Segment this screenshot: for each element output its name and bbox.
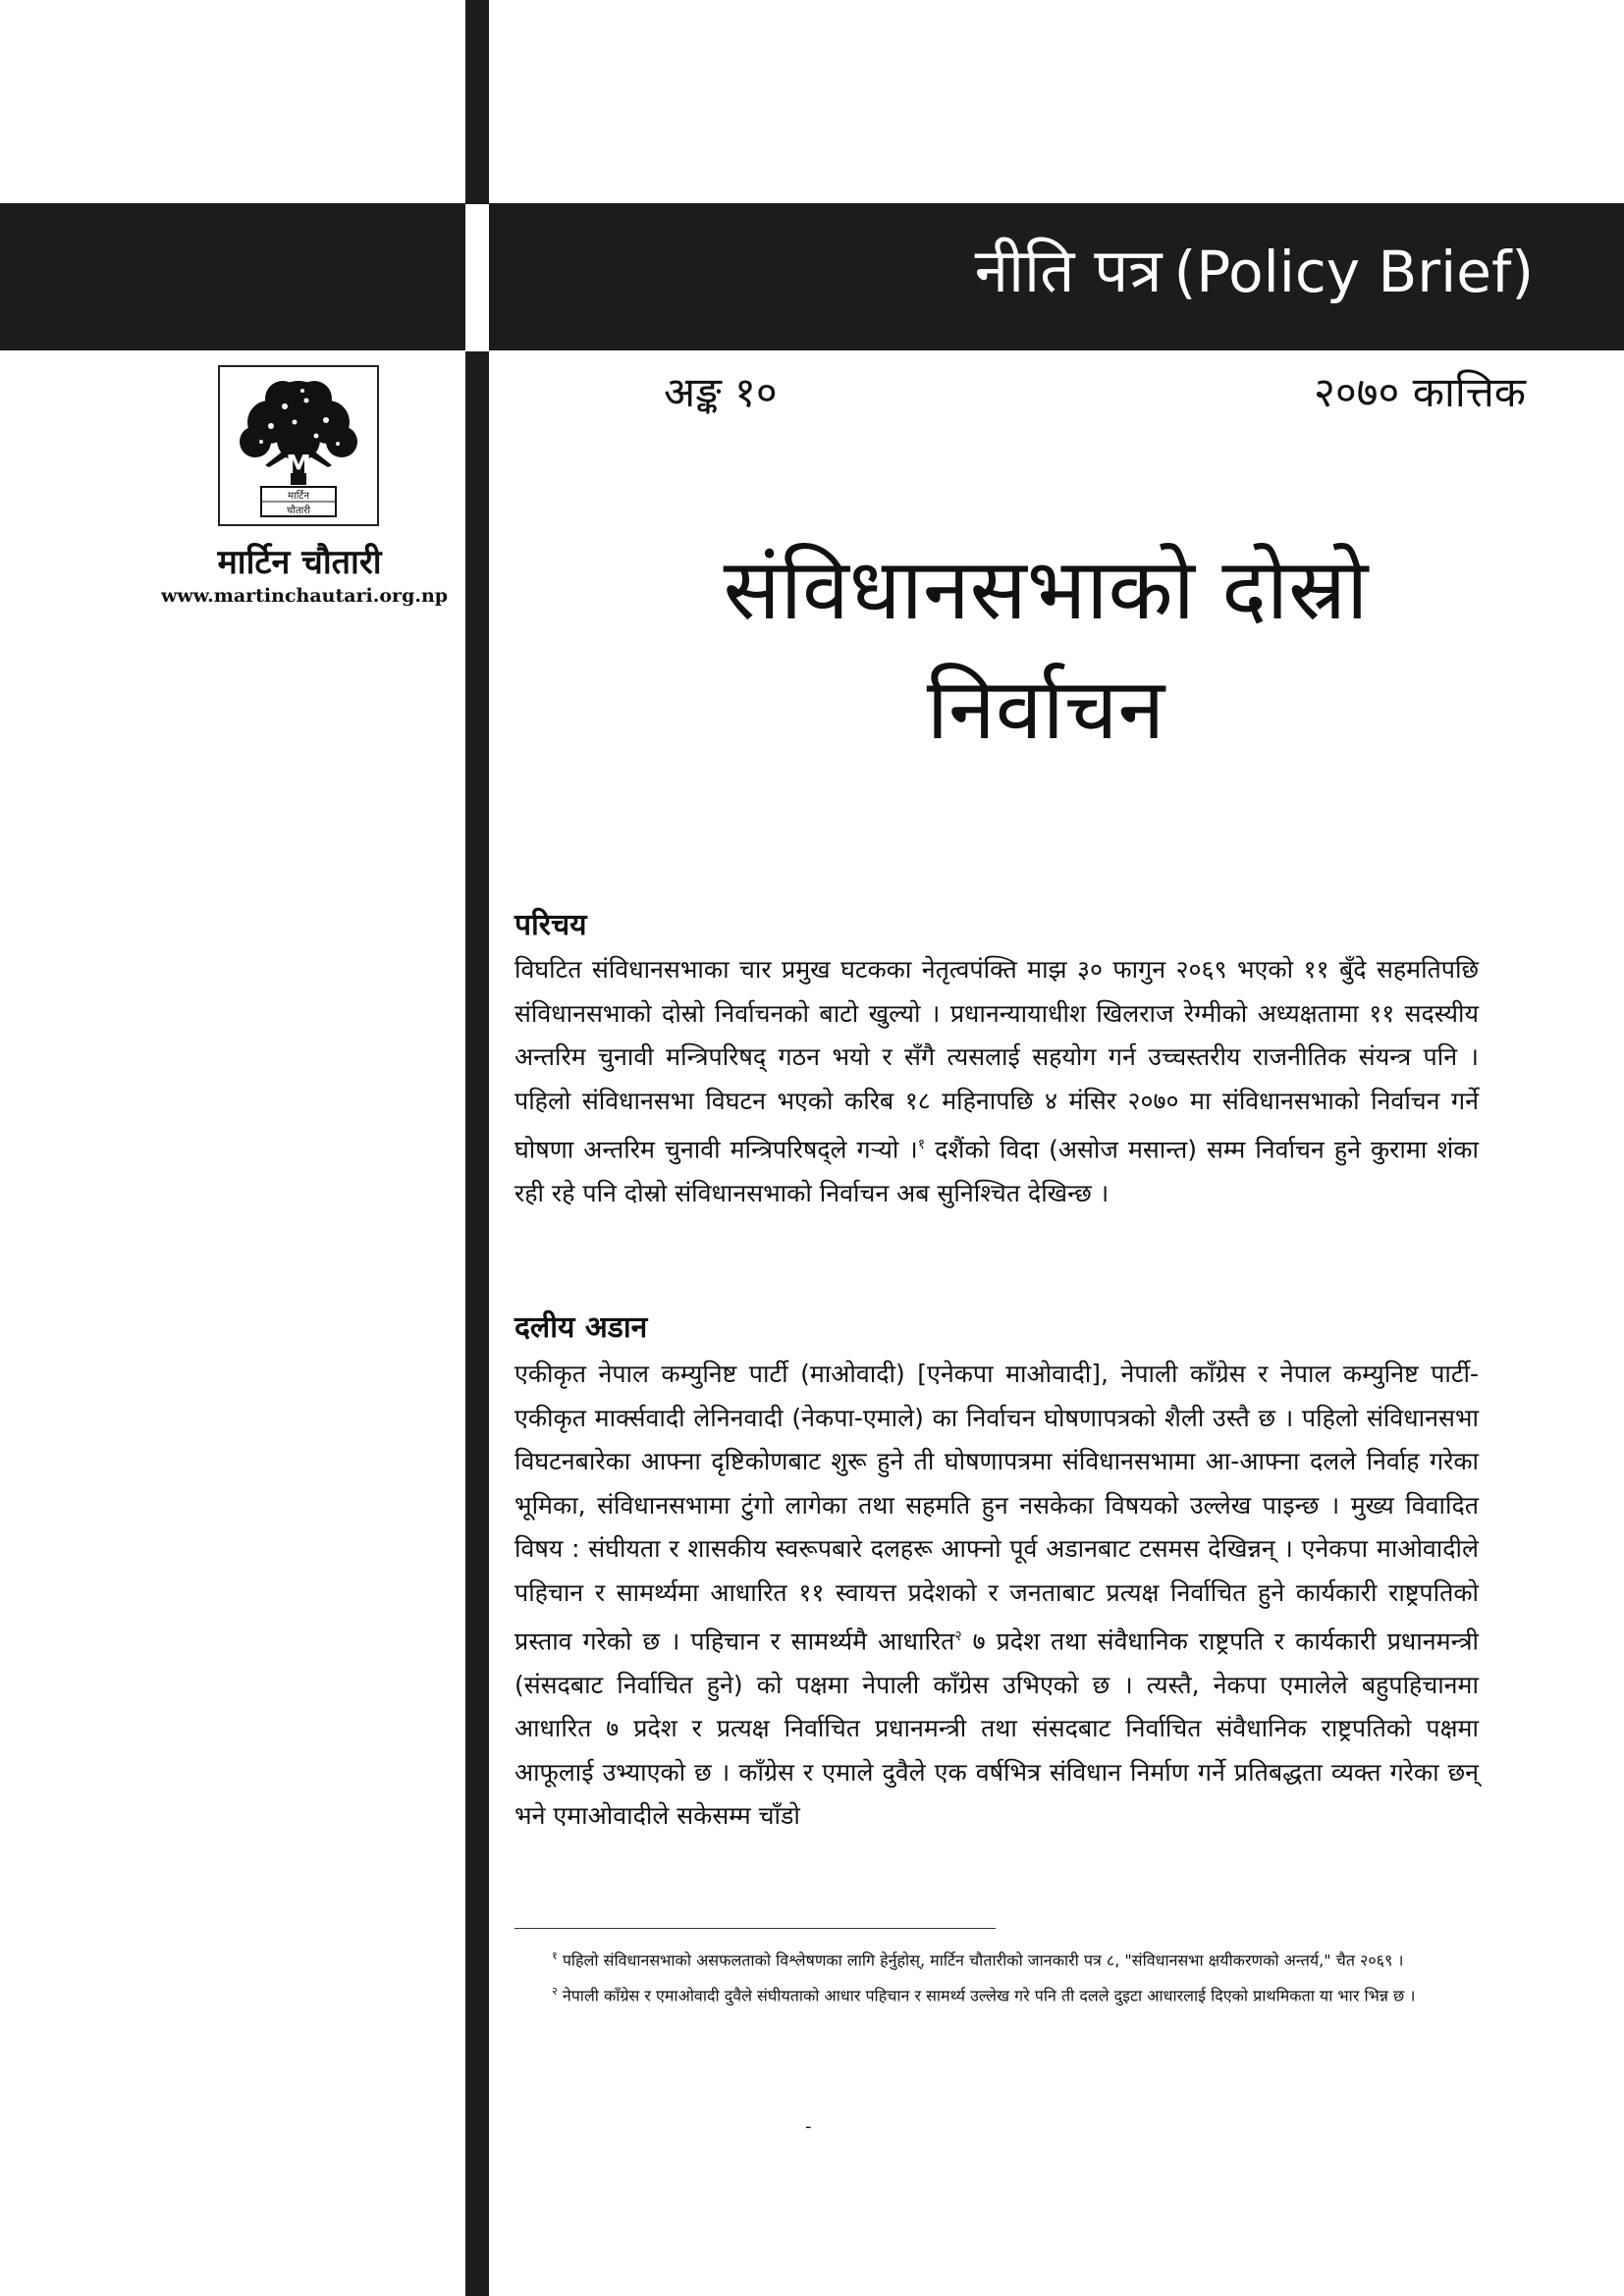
party-stance-text-cont: ७ प्रदेश तथा संवैधानिक राष्ट्रपति र कार्यकारी प्रधानमन्त्री (संसदबाट निर्वाचित हुने) को पक्षमा नेपाली काँग्रेस उभिएको छ । त्यस्तै, नेकपा एमालेले बहुपहिचानमा आधारित ७ प्रदेश र प्रत्यक्ष निर्वाचित प्रधानमन्त्री तथा संसदबाट निर्वाचित संवैधानिक राष्ट्रपतिको पक्षमा आफूलाई उभ्याएको छ । काँग्रेस र एमाले दुवैले एक वर्षभित्र संविधान निर्माण गर्ने प्रतिबद्धता व्यक्त गरेका छन् भने एमाओवादीले सकेसम्म चाँडो xyxy=(514,1627,1479,1831)
logo-text-top: मार्टिन xyxy=(288,491,309,502)
footnote-1-marker: १ xyxy=(552,1949,558,1962)
logo-text-bottom: चौतारी xyxy=(287,506,310,516)
document-title xyxy=(530,530,1561,770)
section-body-party-stance xyxy=(514,1353,1479,1839)
logo-letter: M xyxy=(286,451,311,480)
section-heading-introduction: परिचय xyxy=(514,908,587,942)
footnote-2 xyxy=(514,1977,1479,2010)
footnote-divider xyxy=(514,1928,996,1929)
organization-name: मार्टिन चौतारी xyxy=(217,543,382,582)
chautari-logo xyxy=(218,365,379,526)
footnote-1 xyxy=(514,1942,1479,1975)
section-heading-party-stance: दलीय अडान xyxy=(514,1310,648,1345)
vertical-rule-top xyxy=(465,0,489,204)
introduction-text: विघटित संविधानसभाका चार प्रमुख घटकका नेतृत्वपंक्ति माझ ३० फागुन २०६९ भएको ११ बुँदे सहमतिपछि संविधानसभाको दोस्रो निर्वाचनको बाटो खुल्यो । प्रधानन्यायाधीश खिलराज रेग्मीको अध्यक्षतामा ११ सदस्यीय अन्तरिम चुनावी मन्त्रिपरिषद् गठन भयो र सँगै त्यसलाई सहयोग गर्न उच्चस्तरीय राजनीतिक संयन्त्र पनि । पहिलो संविधानसभा विघटन भएको करिब १८ महिनापछि ४ मंसिर २०७० मा संविधानसभाको निर्वाचन गर्ने घोषणा अन्तरिम चुनावी मन्त्रिपरिषद्ले गर्‍यो । xyxy=(514,955,1479,1164)
vertical-rule-bottom xyxy=(465,351,489,2296)
footnotes xyxy=(514,1942,1479,2013)
header-band-left xyxy=(0,203,465,350)
document-title-line1: संविधानसभाको दोस्रो xyxy=(723,541,1369,639)
organization-url[interactable]: www.martinchautari.org.np xyxy=(160,585,449,607)
footnote-1-text: पहिलो संविधानसभाको असफलताको विश्लेषणका लागि हेर्नुहोस्, मार्टिन चौतारीको जानकारी पत्र ८, "संविधानसभा क्षयीकरणको अन्तर्य," चैत २०६९ । xyxy=(562,1950,1404,1970)
section-body-introduction xyxy=(514,948,1479,1215)
footnote-2-marker: २ xyxy=(552,1985,558,1999)
party-stance-text: एकीकृत नेपाल कम्युनिष्ट पार्टी (माओवादी) [एनेकपा माओवादी], नेपाली काँग्रेस र नेपाल कम्युनिष्ट पार्टी-एकीकृत मार्क्सवादी लेनिनवादी (नेकपा-एमाले) का निर्वाचन घोषणापत्रको शैली उस्तै छ । पहिलो संविधानसभा विघटनबारेका आफ्ना दृष्टिकोणबाट शुरू हुने ती घोषणापत्रमा संविधानसभामा आ-आफ्ना दलले निर्वाह गरेका भूमिका, संविधानसभामा टुंगो लागेका तथा सहमति हुन नसकेका विषयको उल्लेख पाइन्छ । मुख्य विवादित विषय : संघीयता र शासकीय स्वरूपबारे दलहरू आफ्नो पूर्व अडानबाट टसमस देखिन्नन् । एनेकपा माओवादीले पहिचान र सामर्थ्यमा आधारित ११ स्वायत्त प्रदेशको र जनताबाट प्रत्यक्ष निर्वाचित हुने कार्यकारी राष्ट्रपतिको प्रस्ताव गरेको छ । पहिचान र सामर्थ्यमै आधारित xyxy=(514,1360,1479,1656)
footnote-ref-1[interactable]: १ xyxy=(917,1137,926,1152)
footnote-ref-2[interactable]: २ xyxy=(954,1629,962,1644)
page-marker: - xyxy=(805,2116,812,2137)
title-nepali: नीति पत्र xyxy=(974,235,1163,306)
issue-date: २०७० कात्तिक xyxy=(1313,368,1526,416)
introduction-text-cont: दशैंको विदा (असोज मसान्त) सम्म निर्वाचन हुने कुरामा शंका रही रहे पनि दोस्रो संविधानसभाको निर्वाचन अब सुनिश्चित देखिन्छ । xyxy=(514,1135,1479,1207)
title-english: (Policy Brief) xyxy=(1173,239,1534,305)
policy-brief-title xyxy=(975,228,1534,310)
tree-emblem-icon xyxy=(226,371,371,520)
footnote-2-text: नेपाली काँग्रेस र एमाओवादी दुवैले संघीयताको आधार पहिचान र सामर्थ्य उल्लेख गरे पनि ती दलले दुइटा आधारलाई दिएको प्राथमिकता या भार भिन्न छ । xyxy=(562,1986,1416,2005)
issue-number: अङ्क १० xyxy=(664,368,778,416)
document-title-line2: निर्वाचन xyxy=(926,661,1165,759)
